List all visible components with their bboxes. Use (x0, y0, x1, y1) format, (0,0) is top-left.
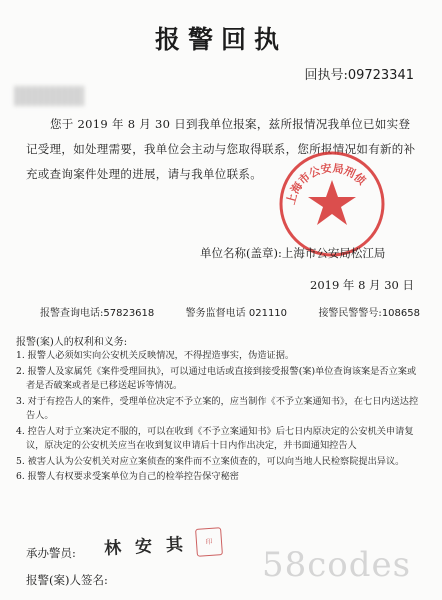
officer-label: 承办警员: (26, 546, 76, 560)
officer-badge (318, 304, 420, 319)
supervise-phone-value: 021110 (248, 308, 288, 319)
receipt-number (304, 64, 414, 83)
seal-text: 上海市公安局刑侦 (284, 161, 369, 206)
rights-item: 2. 报警人及家属凭《案件受理回执》，可以通过电话或直接到接受报警(案)单位查询该案是否立案或者是否破案或者是已移送起诉等情况。 (16, 365, 417, 391)
officer-badge-value: 108658 (381, 308, 420, 319)
receipt-number-value: 09723341 (347, 68, 414, 83)
contact-phones (40, 304, 420, 319)
rights-item: 5. 被害人认为公安机关对应立案侦查的案件而不立案侦查的，可以向当地人民检察院提出异议。 (16, 455, 405, 467)
rights-list (16, 349, 424, 486)
unit-name-label: 单位名称(盖章): (200, 246, 282, 260)
rights-item: 1. 报警人必须如实向公安机关反映情况，不得捏造事实，伪造证据。 (16, 350, 295, 361)
officer-signature: 林 安 其 (103, 534, 188, 560)
supervise-phone-label: 警务监督电话 (185, 308, 246, 319)
reporter-signature-label: 报警(案)人签名: (26, 573, 108, 587)
watermark: 58codes (262, 545, 412, 585)
receipt-date: 2019 年 8 月 30 日 (310, 278, 414, 292)
officer-badge-label: 接警民警警号: (318, 308, 382, 319)
blurred-reporter-name (14, 86, 84, 106)
query-phone-label: 报警查询电话: (40, 308, 104, 319)
unit-name-line (200, 245, 385, 261)
rights-item: 4. 控告人对于立案决定不服的，可以在收到《不予立案通知书》后七日内原决定的公安机关申请复议，原决定的公安机关应当在收到复议申请后十日内作出决定，并书面通知控告人 (16, 425, 414, 451)
supervise-phone (186, 304, 287, 319)
query-phone-value: 57823618 (103, 308, 155, 319)
unit-name-value: 上海市公安局松江局 (281, 246, 386, 260)
receipt-body-text: 您于 2019 年 8 月 30 日到我单位报案，兹所报情况我单位已如实登记受理，如处理需要，我单位会主动与您取得联系，您所报情况如有新的补充或查询案件处理的进展，请与我单位联系。 (26, 117, 416, 181)
rights-item: 3. 对于有控告人的案件，受理单位决定不予立案的，应当制作《不予立案通知书》，在七日内送达控告人。 (16, 395, 419, 421)
rights-heading: 报警(案)人的权利和义务: (16, 337, 128, 348)
personal-seal-icon: 印 (195, 527, 223, 557)
rights-item: 6. 报警人有权要求受案单位为自己的检举控告保守秘密 (16, 471, 239, 482)
receipt-number-label: 回执号: (304, 68, 348, 83)
query-phone (40, 304, 154, 319)
official-seal-icon (278, 150, 386, 258)
document-title: 报警回执 (154, 25, 287, 54)
